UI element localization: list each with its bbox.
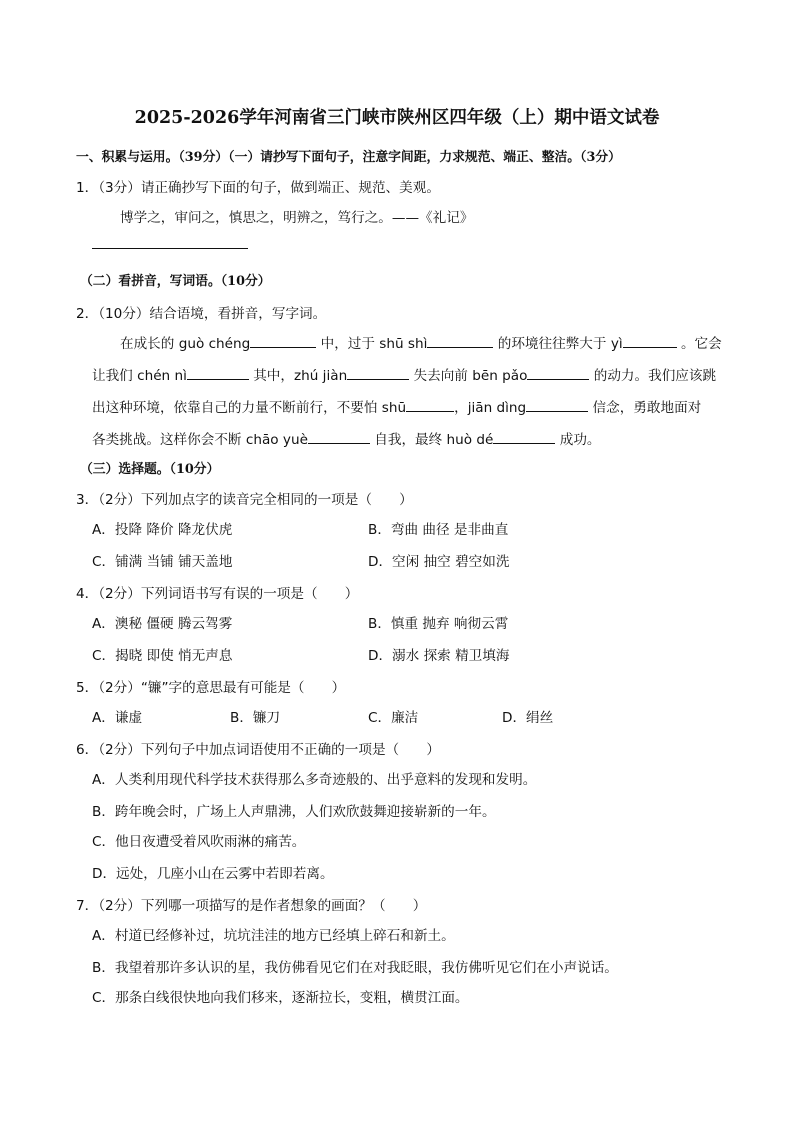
question-2-line-3 <box>92 396 701 416</box>
question-5-option-b[interactable]: B．镰刀 <box>230 710 281 726</box>
answer-blank[interactable] <box>493 431 555 444</box>
question-6-option-a[interactable]: A．人类利用现代科学技术获得那么多奇迹般的、出乎意料的发现和发明。 <box>92 772 537 788</box>
question-3-option-a[interactable]: A．投降 降价 降龙伏虎 <box>92 522 233 538</box>
question-5-option-a[interactable]: A．谦虚 <box>92 710 143 726</box>
question-5-option-c[interactable]: C．廉洁 <box>368 710 419 726</box>
q2-text: 信念，勇敢地面对 <box>588 400 702 416</box>
q2-text: 的环境往往弊大于 yì <box>493 336 623 352</box>
q2-text: 其中，zhú jiàn <box>248 368 348 384</box>
question-2-line-2 <box>92 364 716 384</box>
question-6-stem: 6．（2分）下列句子中加点词语使用不正确的一项是（ ） <box>76 742 440 758</box>
q2-text: 失去向前 bēn pǎo <box>409 368 528 384</box>
question-4-option-b[interactable]: B．慎重 抛弃 响彻云霄 <box>368 616 509 632</box>
question-3-stem: 3．（2分）下列加点字的读音完全相同的一项是（ ） <box>76 492 413 508</box>
answer-blank[interactable] <box>308 431 370 444</box>
question-5-stem: 5．（2分）“镰”字的意思最有可能是（ ） <box>76 680 346 696</box>
q2-text: 各类挑战。这样你会不断 chāo yuè <box>92 432 308 448</box>
q2-text: 成功。 <box>555 432 601 448</box>
question-5-option-d[interactable]: D．绢丝 <box>502 710 554 726</box>
answer-blank[interactable] <box>187 367 249 380</box>
question-4-option-d[interactable]: D．溺水 探索 精卫填海 <box>368 648 510 664</box>
question-6-option-c[interactable]: C．他日夜遭受着风吹雨淋的痛苦。 <box>92 834 306 850</box>
answer-blank[interactable] <box>427 335 493 348</box>
question-2-stem: 2．（10分）结合语境，看拼音，写字词。 <box>76 306 327 322</box>
q2-text: 中，过于 shū shì <box>316 336 428 352</box>
section-heading-2: （二）看拼音，写词语。（10分） <box>80 274 271 289</box>
q2-text: 出这种环境，依靠自己的力量不断前行，不要怕 shū <box>92 400 407 416</box>
question-1-stem: 1．（3分）请正确抄写下面的句子，做到端正、规范、美观。 <box>76 180 440 196</box>
q2-text: 。它会 <box>676 336 722 352</box>
q2-text: ，jiān dìng <box>454 400 527 416</box>
exam-title: 2025-2026学年河南省三门峡市陕州区四年级（上）期中语文试卷 <box>134 108 660 128</box>
section-heading-3: （三）选择题。（10分） <box>80 462 220 477</box>
question-6-option-d[interactable]: D．远处，几座小山在云雾中若即若离。 <box>92 866 334 882</box>
question-3-option-b[interactable]: B．弯曲 曲径 是非曲直 <box>368 522 509 538</box>
question-4-option-c[interactable]: C．揭晓 即使 悄无声息 <box>92 648 233 664</box>
answer-blank[interactable] <box>526 399 588 412</box>
q2-text: 让我们 chén nì <box>92 368 187 384</box>
question-2-line-1 <box>120 332 722 352</box>
question-6-option-b[interactable]: B．跨年晚会时，广场上人声鼎沸，人们欢欣鼓舞迎接崭新的一年。 <box>92 804 496 820</box>
section-heading-1: 一、积累与运用。（39分）（一）请抄写下面句子，注意字间距，力求规范、端正、整洁。（3分） <box>76 150 621 165</box>
q2-text: 在成长的 guò chéng <box>120 336 251 352</box>
answer-blank[interactable] <box>623 335 677 348</box>
question-7-option-a[interactable]: A．村道已经修补过，坑坑洼洼的地方已经填上碎石和新土。 <box>92 928 455 944</box>
question-3-option-d[interactable]: D．空闲 抽空 碧空如洗 <box>368 554 510 570</box>
answer-blank[interactable] <box>347 367 409 380</box>
answer-blank[interactable] <box>527 367 589 380</box>
question-4-stem: 4．（2分）下列词语书写有误的一项是（ ） <box>76 586 359 602</box>
question-7-stem: 7．（2分）下列哪一项描写的是作者想象的画面？（ ） <box>76 898 427 914</box>
question-1-quote: 博学之，审问之，慎思之，明辨之，笃行之。——《礼记》 <box>120 210 474 226</box>
question-4-option-a[interactable]: A．澳秘 僵硬 腾云驾雾 <box>92 616 233 632</box>
question-1-answer-line <box>92 248 248 249</box>
answer-blank[interactable] <box>250 335 316 348</box>
question-7-option-b[interactable]: B．我望着那许多认识的星，我仿佛看见它们在对我眨眼，我仿佛听见它们在小声说话。 <box>92 960 618 976</box>
question-2-line-4 <box>92 428 601 448</box>
answer-blank[interactable] <box>406 399 454 412</box>
q2-text: 自我，最终 huò dé <box>369 432 494 448</box>
question-7-option-c[interactable]: C．那条白线很快地向我们移来，逐渐拉长，变粗，横贯江面。 <box>92 990 469 1006</box>
q2-text: 的动力。我们应该跳 <box>589 368 717 384</box>
question-3-option-c[interactable]: C．铺满 当铺 铺天盖地 <box>92 554 233 570</box>
